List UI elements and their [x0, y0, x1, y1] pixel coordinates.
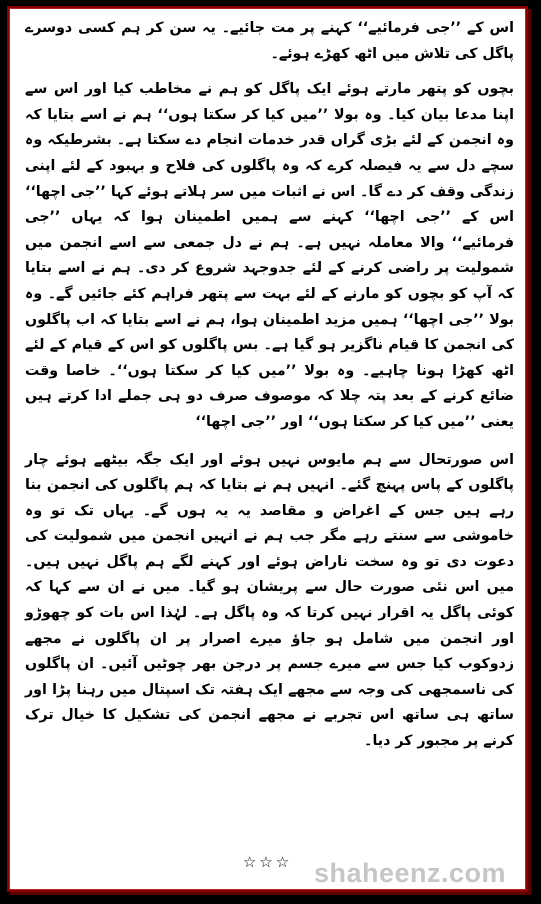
paragraph-2: بچوں کو پتھر مارتے ہوئے ایک پاگل کو ہم نے مخاطب کیا اور اس سے اپنا مدعا بیان کیا۔ وہ بولا ’’میں کیا کر سکتا ہوں‘‘ ہم نے اسے بتایا کہ وہ انجمن کے لئے بڑی گراں قدر خدمات انجام دے سکتا ہے۔ بشرطیکہ وہ سچے دل سے یہ فیصلہ کرے کہ وہ پاگلوں کی فلاح و بہبود کے لئے اپنی زندگی وقف کر دے گا۔ اس نے اثبات میں سر ہلاتے ہوئے کہا ’’جی اچھا‘‘ اس کے ’’جی اچھا‘‘ کہنے سے ہمیں اطمینان ہوا کہ یہاں ’’جی فرمائیے‘‘ والا معاملہ نہیں ہے۔ ہم نے دل جمعی سے اسے انجمن میں شمولیت پر راضی کرنے کے لئے جدوجہد شروع کر دی۔ ہم نے اسے بتایا کہ آپ کو بچوں کو مارنے کے لئے بہت سے پتھر فراہم کئے جائیں گے۔ وہ بولا ’’جی اچھا‘‘ ہمیں مزید اطمینان ہوا، ہم نے اسے بتایا کہ اب پاگلوں کی انجمن کا قیام ناگزیر ہو گیا ہے۔ بس پاگلوں کو اس کے قیام کے لئے اٹھ کھڑا ہونا چاہیے۔ وہ بولا ’’میں کیا کر سکتا ہوں‘‘۔ خاصا وقت ضائع کرنے کے بعد پتہ چلا کہ موصوف صرف دو ہی جملے ادا کرتے ہیں یعنی ’’میں کیا کر سکتا ہوں‘‘ اور ’’جی اچھا‘‘ — [25, 81, 514, 430]
site-watermark: shaheenz.com — [313, 858, 506, 888]
paragraph-3: اس صورتحال سے ہم مایوس نہیں ہوئے اور ایک جگہ بیٹھے ہوئے چار پاگلوں کے پاس پہنچ گئے۔ انہیں ہم نے بتایا کہ ہم پاگلوں کی انجمن بنا رہے ہیں جس کے اغراض و مقاصد یہ یہ ہوں گے۔ یہاں تک تو وہ خاموشی سے سنتے رہے مگر جب ہم نے انہیں انجمن میں شمولیت کی دعوت دی تو وہ سخت ناراض ہوئے اور کہنے لگے ہم پاگل نہیں ہیں۔ میں اس نئی صورت حال سے پریشان ہو گیا۔ میں نے ان سے کہا کہ کوئی پاگل یہ اقرار نہیں کرتا کہ وہ پاگل ہے۔ لہٰذا اس بات کو چھوڑو اور انجمن میں شامل ہو جاؤ میرے اصرار پر ان پاگلوں نے مجھے زدوکوب کیا جس سے میرے جسم پر درجن بھر چوٹیں آئیں۔ ان پاگلوں کی ناسمجھی کی وجہ سے مجھے ایک ہفتہ تک اسپتال میں رہنا پڑا اور ساتھ ہی ساتھ اس تجربے نے مجھے انجمن کی تشکیل کا خیال ترک کرنے پر مجبور کر دیا۔ — [25, 451, 514, 750]
paragraph-1: اس کے ’’جی فرمائیے‘‘ کہنے پر مت جائیے۔ یہ سن کر ہم کسی دوسرے پاگل کی تلاش میں اٹھ کھڑے ہوئے۔ — [25, 20, 514, 62]
article-text — [25, 16, 514, 755]
article-frame — [7, 6, 528, 892]
end-mark-stars: ☆☆☆ — [242, 853, 293, 871]
